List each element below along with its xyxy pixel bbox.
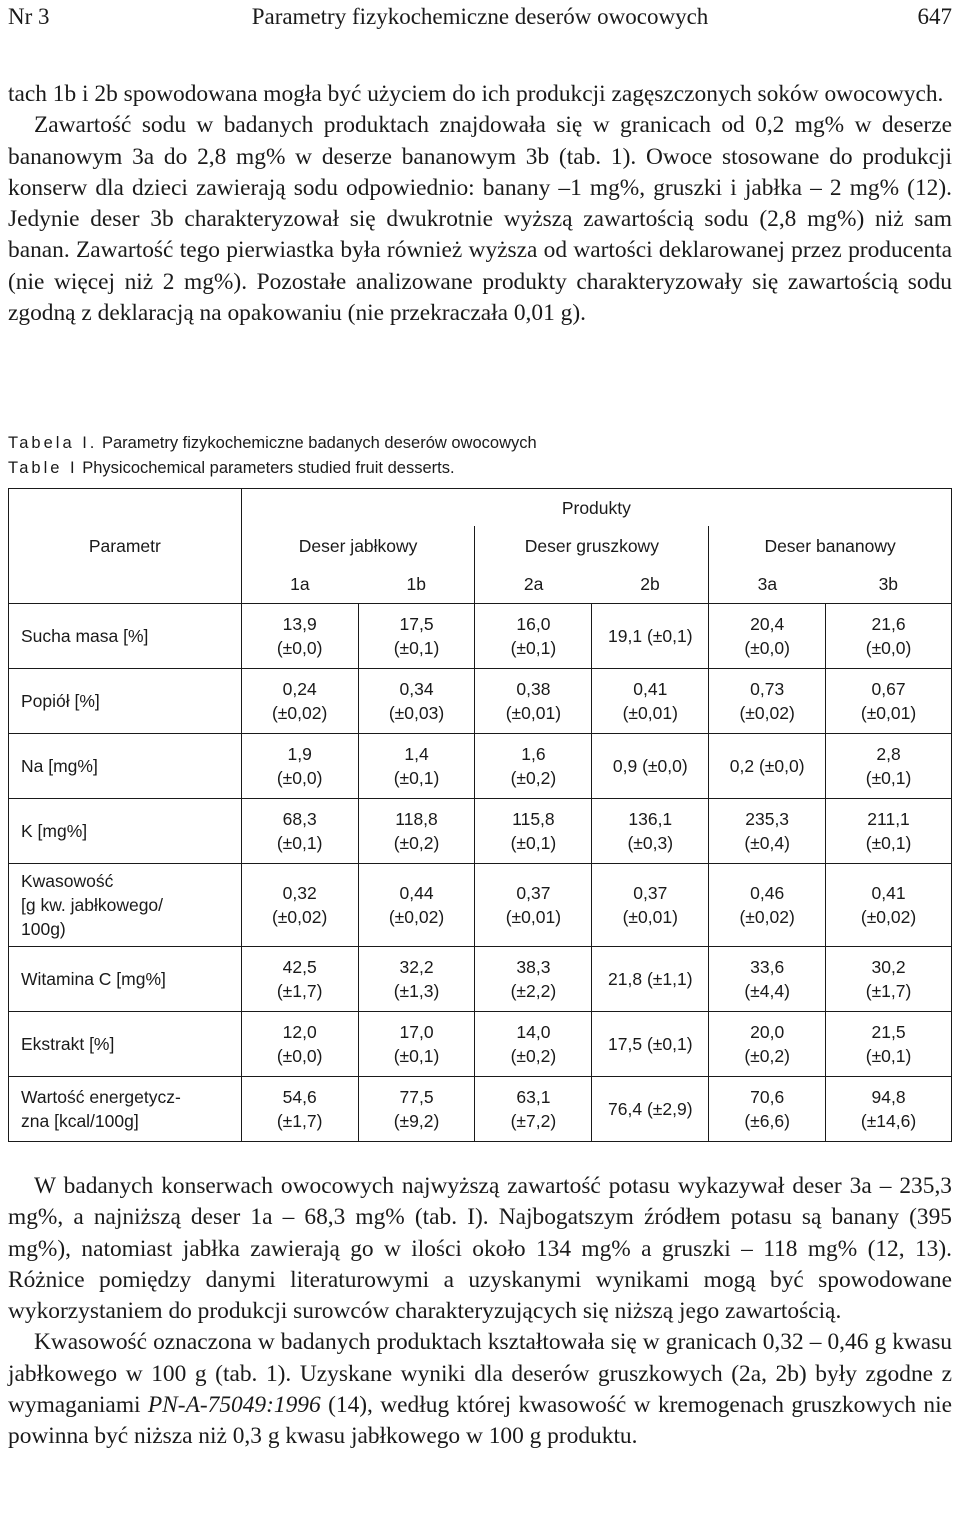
table-row (9, 604, 952, 669)
table-cell: 0,44 (±0,02) (358, 864, 475, 947)
paragraph-acidity: Kwasowość oznaczona w badanych produktach kształtowała się w granicach 0,32 – 0,46 g kwasu jabłkowego w 100 g (tab. 1). Uzyskane wyniki dla deserów gruszkowych (2a, 2b) były zgodne z wymaganiami PN-A-75049:1996 (14), według której kwasowość w kremogenach gruszkowych nie powinna być niższa niż 0,3 g kwasu jabłkowego w 100 g produktu. (8, 1329, 952, 1450)
table-cell: 94,8 (±14,6) (826, 1077, 952, 1142)
table-cell: 0,67 (±0,01) (826, 669, 952, 734)
table-row (9, 864, 952, 947)
sample-1b: 1b (358, 565, 475, 604)
table-cell: 16,0 (±0,1) (475, 604, 592, 669)
table-cell: 33,6 (±4,4) (709, 947, 826, 1012)
table-cell: 235,3 (±0,4) (709, 799, 826, 864)
header-empty (9, 565, 242, 604)
row-label: K [mg%] (9, 799, 242, 864)
table-cell: 1,6 (±0,2) (475, 734, 592, 799)
header-corner (9, 489, 242, 527)
table-cell: 21,5 (±0,1) (826, 1012, 952, 1077)
table-cell: 17,5 (±0,1) (358, 604, 475, 669)
table-cell: 13,9 (±0,0) (241, 604, 358, 669)
table-cell: 0,24 (±0,02) (241, 669, 358, 734)
top-text (8, 79, 952, 329)
sample-2a: 2a (475, 565, 592, 604)
row-label: Kwasowość [g kw. jabłkowego/ 100g) (9, 864, 242, 947)
page-number: 647 (917, 4, 952, 29)
table-cell: 21,8 (±1,1) (592, 947, 709, 1012)
table-cell: 32,2 (±1,3) (358, 947, 475, 1012)
table-row (9, 669, 952, 734)
sample-1a: 1a (241, 565, 358, 604)
paragraph-continued: tach 1b i 2b spowodowana mogła być użyciem do ich produkcji zagęszczonych soków owocowych. (8, 81, 944, 107)
paragraph-potassium: W badanych konserwach owocowych najwyższą zawartość potasu wykazywał deser 3a – 235,3 mg%, a najniższą deser 1a – 68,3 mg% (tab. I). Najbogatszym źródłem potasu są banany (395 mg%), natomiast jabłka zawierają go w ilości około 134 mg% a gruszki – 118 mg% (12, 13). Różnice pomiędzy danymi literaturowymi a uzyskanymi wynikami mogą być spowodowane wykorzystaniem do produkcji surowców charakteryzujących się niższą jego zawartością. (8, 1173, 952, 1325)
running-title: Parametry fizykochemiczne deserów owocowych (251, 4, 709, 29)
table-cell: 0,9 (±0,0) (592, 734, 709, 799)
table-caption-pl (8, 431, 537, 455)
table-cell: 0,38 (±0,01) (475, 669, 592, 734)
table-cell: 0,37 (±0,01) (475, 864, 592, 947)
parameters-table (8, 488, 952, 1142)
table-cell: 2,8 (±0,1) (826, 734, 952, 799)
table-cell: 21,6 (±0,0) (826, 604, 952, 669)
issue-number: Nr 3 (8, 4, 50, 29)
table-row (9, 1077, 952, 1142)
table-cell: 211,1 (±0,1) (826, 799, 952, 864)
table-title-pl: Parametry fizykochemiczne badanych deserów owocowych (101, 434, 537, 452)
sample-3a: 3a (709, 565, 826, 604)
table-cell: 54,6 (±1,7) (241, 1077, 358, 1142)
table-cell: 19,1 (±0,1) (592, 604, 709, 669)
table-row (9, 734, 952, 799)
table-cell: 77,5 (±9,2) (358, 1077, 475, 1142)
running-header (8, 0, 952, 34)
header-parametr: Parametr (9, 526, 242, 565)
group-pear: Deser gruszkowy (475, 526, 709, 565)
table-cell: 0,2 (±0,0) (709, 734, 826, 799)
group-banana: Deser bananowy (709, 526, 952, 565)
table-cell: 20,0 (±0,2) (709, 1012, 826, 1077)
table-cell: 0,41 (±0,02) (826, 864, 952, 947)
table-cell: 42,5 (±1,7) (241, 947, 358, 1012)
table-cell: 1,4 (±0,1) (358, 734, 475, 799)
norm-reference: PN-A-75049:1996 (147, 1392, 321, 1419)
table-label-en: Table I (8, 459, 78, 477)
table-cell: 0,37 (±0,01) (592, 864, 709, 947)
table-cell: 38,3 (±2,2) (475, 947, 592, 1012)
sample-2b: 2b (592, 565, 709, 604)
table-cell: 70,6 (±6,6) (709, 1077, 826, 1142)
table-cell: 118,8 (±0,2) (358, 799, 475, 864)
table-cell: 0,32 (±0,02) (241, 864, 358, 947)
table-cell: 76,4 (±2,9) (592, 1077, 709, 1142)
table-cell: 14,0 (±0,2) (475, 1012, 592, 1077)
table-cell: 68,3 (±0,1) (241, 799, 358, 864)
header-produkty: Produkty (241, 489, 951, 527)
table-cell: 17,0 (±0,1) (358, 1012, 475, 1077)
table-cell: 0,46 (±0,02) (709, 864, 826, 947)
table-cell: 17,5 (±0,1) (592, 1012, 709, 1077)
table-row (9, 947, 952, 1012)
table-cell: 20,4 (±0,0) (709, 604, 826, 669)
paragraph-sodium: Zawartość sodu w badanych produktach znajdowała się w granicach od 0,2 mg% w deserze bananowym 3a do 2,8 mg% w deserze bananowym 3b (tab. 1). Owoce stosowane do produkcji konserw dla dzieci zawierają sodu odpowiednio: banany –1 mg%, gruszki i jabłka – 2 mg% (12). Jedynie deser 3b charakteryzował się dwukrotnie wyższą zawartością sodu (2,8 mg%) niż sam banan. Zawartość tego pierwiastka była również wyższa od wartości deklarowanej przez producenta (nie więcej niż 2 mg%). Pozostałe analizowane produkty charakteryzowały się zawartością sodu zgodną z deklaracją na opakowaniu (nie przekraczała 0,01 g). (8, 112, 952, 327)
row-label: Popiół [%] (9, 669, 242, 734)
table-cell: 1,9 (±0,0) (241, 734, 358, 799)
table-cell: 0,73 (±0,02) (709, 669, 826, 734)
bottom-text (8, 1171, 952, 1453)
table-label-pl: Tabela I. (8, 434, 98, 452)
table-caption-en (8, 456, 455, 480)
table-cell: 0,41 (±0,01) (592, 669, 709, 734)
table-cell: 0,34 (±0,03) (358, 669, 475, 734)
table-cell: 63,1 (±7,2) (475, 1077, 592, 1142)
row-label: Witamina C [mg%] (9, 947, 242, 1012)
table-row (9, 1012, 952, 1077)
table-row (9, 799, 952, 864)
row-label: Sucha masa [%] (9, 604, 242, 669)
table-title-en: Physicochemical parameters studied fruit desserts. (82, 459, 455, 477)
row-label: Wartość energetycz- zna [kcal/100g] (9, 1077, 242, 1142)
table-cell: 136,1 (±0,3) (592, 799, 709, 864)
row-label: Ekstrakt [%] (9, 1012, 242, 1077)
table-cell: 12,0 (±0,0) (241, 1012, 358, 1077)
sample-3b: 3b (826, 565, 952, 604)
row-label: Na [mg%] (9, 734, 242, 799)
group-apple: Deser jabłkowy (241, 526, 475, 565)
table-cell: 30,2 (±1,7) (826, 947, 952, 1012)
table-cell: 115,8 (±0,1) (475, 799, 592, 864)
